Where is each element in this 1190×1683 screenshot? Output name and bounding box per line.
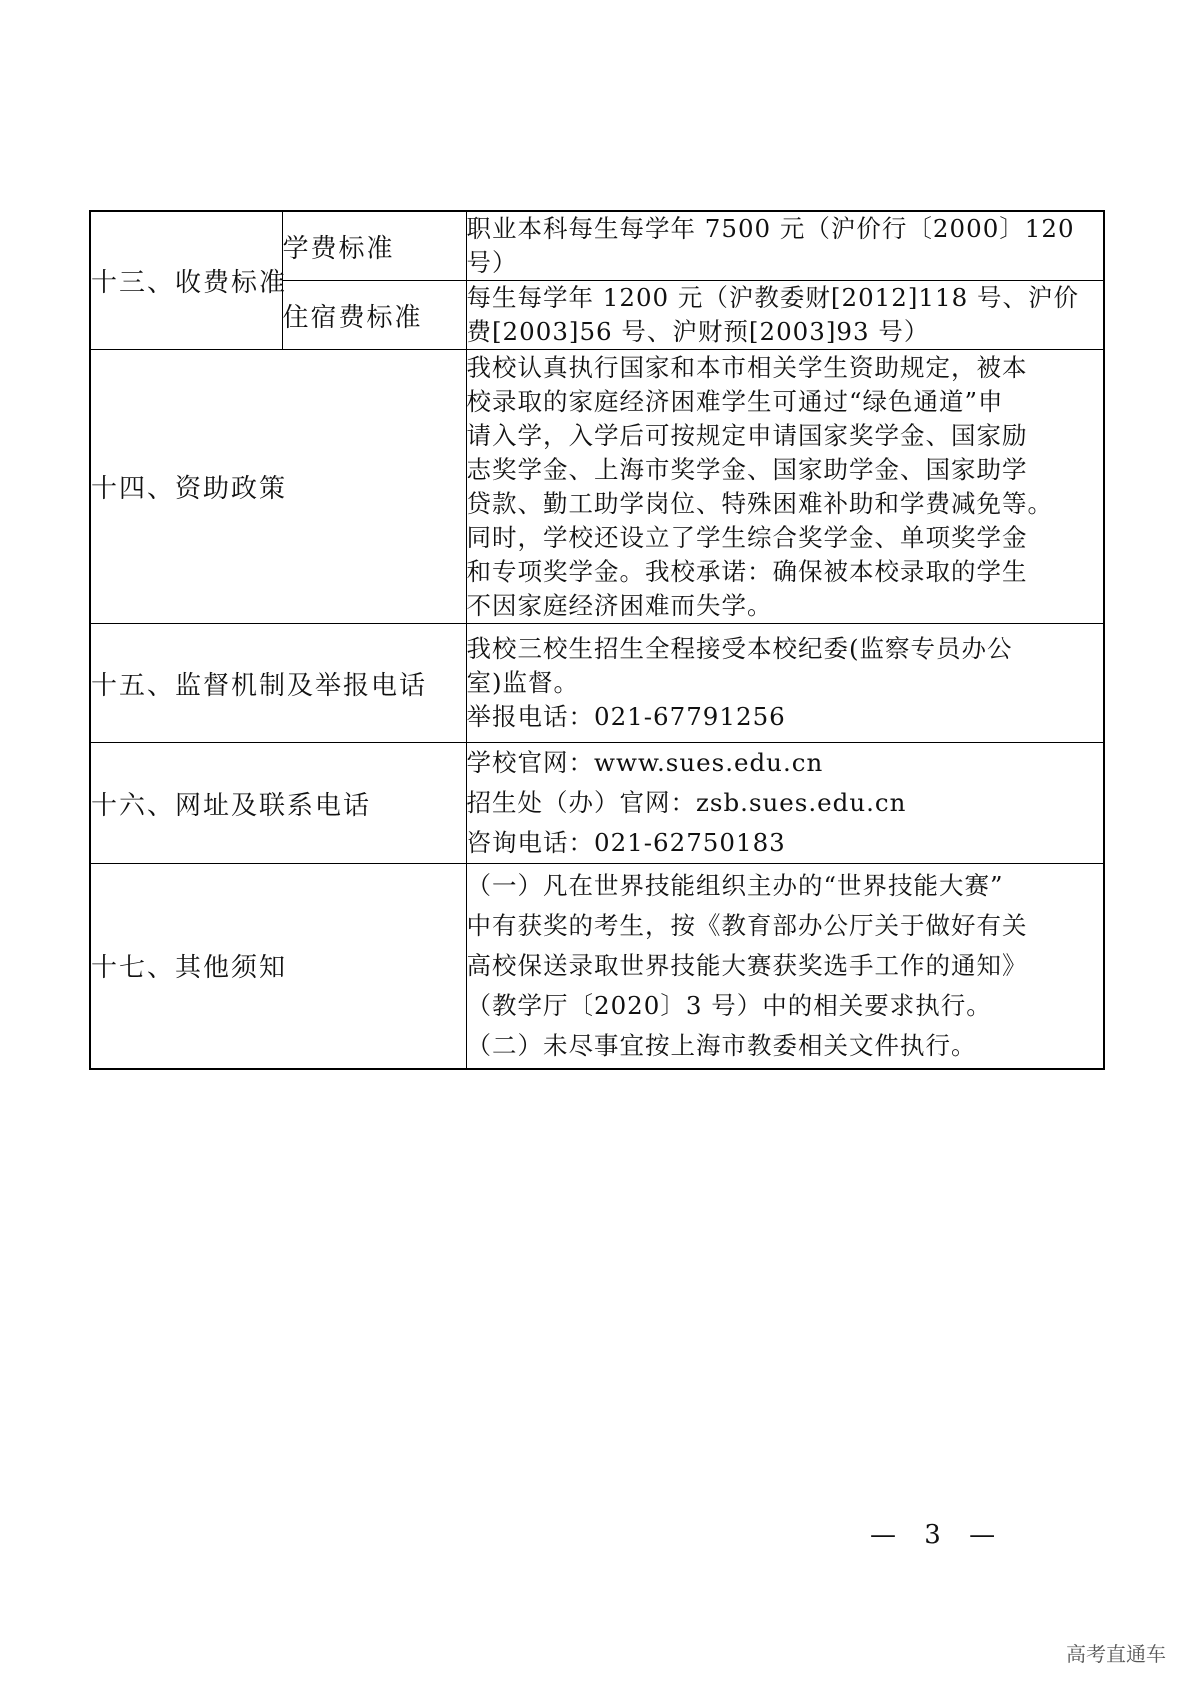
housing-line: 费[2003]56 号、沪财预[2003]93 号） bbox=[466, 317, 930, 346]
consult-phone: 咨询电话：021-62750183 bbox=[466, 828, 786, 857]
table-row-fee-tuition bbox=[90, 211, 1104, 281]
admission-info-table bbox=[89, 210, 1105, 1070]
aid-line: 不因家庭经济困难而失学。 bbox=[466, 590, 773, 620]
other-line: （一）凡在世界技能组织主办的“世界技能大赛” bbox=[466, 870, 1004, 900]
admission-website: 招生处（办）官网：zsb.sues.edu.cn bbox=[466, 788, 907, 817]
tuition-standard-label: 学费标准 bbox=[282, 211, 466, 281]
website-contact-label: 十六、网址及联系电话 bbox=[90, 743, 466, 864]
watermark-logo: 高考直通车 bbox=[1066, 1642, 1166, 1666]
other-line: （教学厅〔2020〕3 号）中的相关要求执行。 bbox=[466, 990, 992, 1020]
aid-line: 志奖学金、上海市奖学金、国家助学金、国家助学 bbox=[466, 454, 1028, 484]
aid-line: 同时，学校还设立了学生综合奖学金、单项奖学金 bbox=[466, 522, 1028, 552]
other-line: 中有获奖的考生，按《教育部办公厅关于做好有关 bbox=[466, 910, 1028, 940]
supervise-content bbox=[466, 624, 1104, 743]
aid-line: 我校认真执行国家和本市相关学生资助规定，被本 bbox=[466, 352, 1028, 382]
school-website: 学校官网：www.sues.edu.cn bbox=[466, 748, 824, 777]
aid-line: 校录取的家庭经济困难学生可通过“绿色通道”申 bbox=[466, 386, 1004, 416]
supervise-label: 十五、监督机制及举报电话 bbox=[90, 624, 466, 743]
other-line: 高校保送录取世界技能大赛获奖选手工作的通知》 bbox=[466, 950, 1028, 980]
table-row-aid bbox=[90, 350, 1104, 624]
housing-line: 每生每学年 1200 元（沪教委财[2012]118 号、沪价 bbox=[466, 283, 1079, 312]
supervise-line: 室)监督。 bbox=[466, 668, 580, 697]
housing-fee-content bbox=[466, 281, 1104, 350]
aid-policy-content bbox=[466, 350, 1104, 624]
supervise-line: 我校三校生招生全程接受本校纪委(监察专员办公 bbox=[466, 634, 1013, 663]
table-row-other bbox=[90, 864, 1104, 1069]
housing-fee-label: 住宿费标准 bbox=[282, 281, 466, 350]
tuition-standard-content bbox=[466, 211, 1104, 281]
table-row-web bbox=[90, 743, 1104, 864]
other-notes-label: 十七、其他须知 bbox=[90, 864, 466, 1069]
table-row-supervise bbox=[90, 624, 1104, 743]
fee-standard-label: 十三、收费标准 bbox=[90, 211, 282, 350]
aid-line: 请入学，入学后可按规定申请国家奖学金、国家励 bbox=[466, 420, 1028, 450]
tuition-line: 职业本科每生每学年 7500 元（沪价行〔2000〕120 bbox=[466, 214, 1075, 243]
aid-line: 贷款、勤工助学岗位、特殊困难补助和学费减免等。 bbox=[466, 488, 1053, 518]
website-contact-content bbox=[466, 743, 1104, 864]
tuition-line: 号） bbox=[466, 248, 518, 277]
aid-line: 和专项奖学金。我校承诺：确保被本校录取的学生 bbox=[466, 556, 1028, 586]
other-line: （二）未尽事宜按上海市教委相关文件执行。 bbox=[466, 1030, 977, 1060]
aid-policy-label: 十四、资助政策 bbox=[90, 350, 466, 624]
page-number: — 3 — bbox=[870, 1520, 1006, 1550]
other-notes-content bbox=[466, 864, 1104, 1069]
report-phone: 举报电话：021-67791256 bbox=[466, 702, 786, 731]
